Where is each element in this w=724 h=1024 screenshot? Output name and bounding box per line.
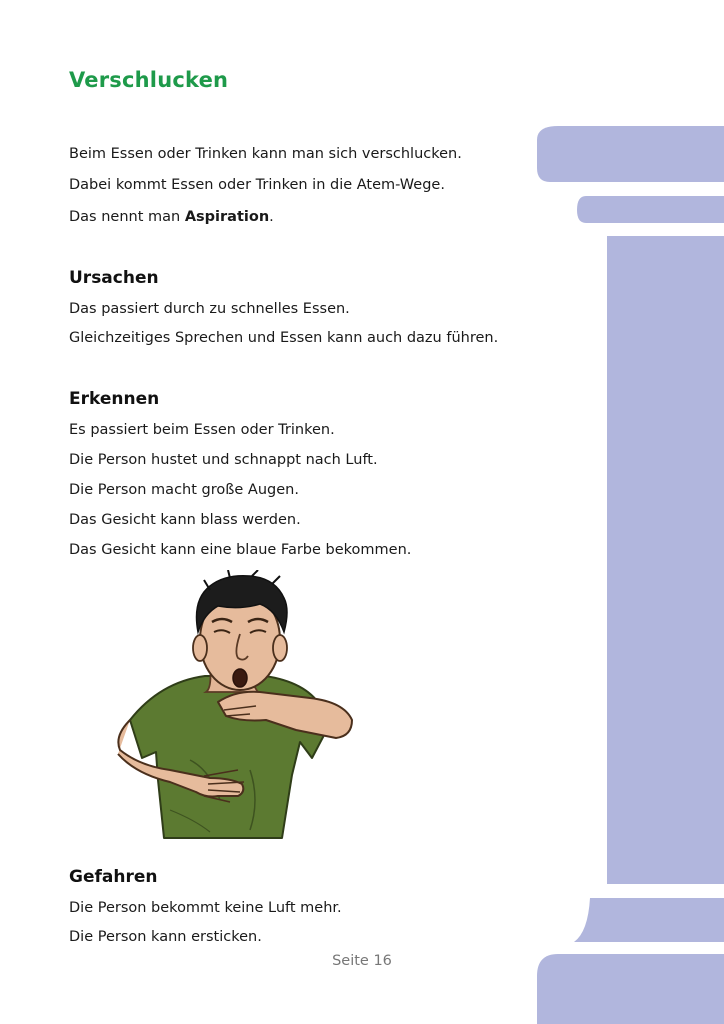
section-heading-erkennen: Erkennen bbox=[69, 389, 160, 409]
aspiration-term: Aspiration bbox=[184, 209, 270, 225]
section-line: Das passiert durch zu schnelles Essen. bbox=[69, 301, 350, 317]
intro-text: . bbox=[269, 209, 274, 225]
intro-text: Das nennt man bbox=[69, 209, 185, 225]
section-line: Das Gesicht kann eine blaue Farbe bekommen. bbox=[69, 542, 412, 558]
section-line: Gleichzeitiges Sprechen und Essen kann auch dazu führen. bbox=[69, 330, 499, 346]
section-line: Das Gesicht kann blass werden. bbox=[69, 512, 301, 528]
section-line: Die Person hustet und schnappt nach Luft. bbox=[69, 452, 378, 468]
section-heading-gefahren: Gefahren bbox=[69, 867, 158, 887]
intro-line: Dabei kommt Essen oder Trinken in die Atem-Wege. bbox=[69, 177, 445, 193]
section-line: Die Person macht große Augen. bbox=[69, 482, 299, 498]
choking-person-illustration bbox=[100, 570, 360, 845]
section-heading-ursachen: Ursachen bbox=[69, 268, 159, 288]
section-line: Die Person kann ersticken. bbox=[69, 929, 262, 945]
intro-line bbox=[69, 209, 274, 225]
page-number bbox=[0, 953, 724, 969]
page-title: Verschlucken bbox=[69, 68, 229, 92]
intro-line: Beim Essen oder Trinken kann man sich verschlucken. bbox=[69, 146, 462, 162]
section-line: Die Person bekommt keine Luft mehr. bbox=[69, 900, 342, 916]
section-line: Es passiert beim Essen oder Trinken. bbox=[69, 422, 335, 438]
page-number-label: Seite 16 bbox=[332, 953, 392, 969]
column-decoration bbox=[530, 120, 724, 1024]
